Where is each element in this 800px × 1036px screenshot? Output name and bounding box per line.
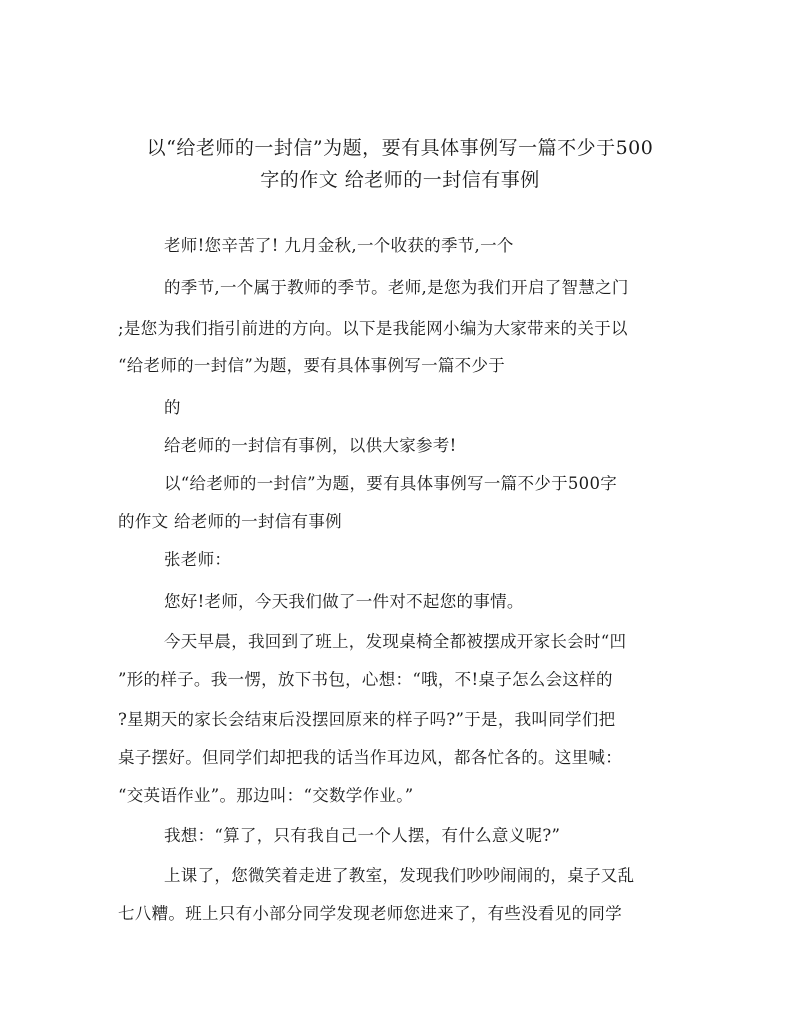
body-line: 七八糟。班上只有小部分同学发现老师您进来了，有些没看见的同学: [118, 904, 622, 923]
body-line: 您好!老师，今天我们做了一件对不起您的事情。: [164, 592, 524, 611]
body-line: ”形的样子。我一愣，放下书包，心想：“哦，不!桌子怎么会这样的: [118, 670, 613, 689]
body-line: ?星期天的家长会结束后没摆回原来的样子吗?”于是，我叫同学们把: [118, 710, 616, 729]
body-line: 的季节,一个属于教师的季节。老师,是您为我们开启了智慧之门: [164, 278, 629, 297]
title-line-2: 字的作文 给老师的一封信有事例: [260, 169, 540, 191]
body-line: 的作文 给老师的一封信有事例: [118, 512, 342, 531]
body-line: 上课了，您微笑着走进了教室，发现我们吵吵闹闹的，桌子又乱: [164, 866, 635, 885]
body-line: ;是您为我们指引前进的方向。以下是我能网小编为大家带来的关于以: [118, 319, 628, 338]
document-title: [100, 132, 700, 196]
body-line: 的: [164, 398, 181, 417]
body-line: “给老师的一封信”为题，要有具体事例写一篇不少于: [118, 356, 506, 375]
body-line: 今天早晨，我回到了班上，发现桌椅全都被摆成开家长会时“凹: [164, 632, 627, 651]
body-line: 以“给老师的一封信”为题，要有具体事例写一篇不少于500字: [164, 474, 618, 493]
body-line: “交英语作业”。那边叫：“交数学作业。”: [118, 786, 414, 805]
title-line-1: 以“给老师的一封信”为题，要有具体事例写一篇不少于500: [146, 137, 654, 159]
body-line: 老师!您辛苦了! 九月金秋,一个收获的季节,一个: [164, 236, 514, 255]
body-line: 给老师的一封信有事例，以供大家参考!: [164, 436, 457, 455]
body-line: 我想：“算了，只有我自己一个人摆，有什么意义呢?”: [164, 826, 561, 845]
body-line: 桌子摆好。但同学们却把我的话当作耳边风，都各忙各的。这里喊：: [118, 748, 622, 767]
body-line: 张老师：: [164, 550, 232, 569]
